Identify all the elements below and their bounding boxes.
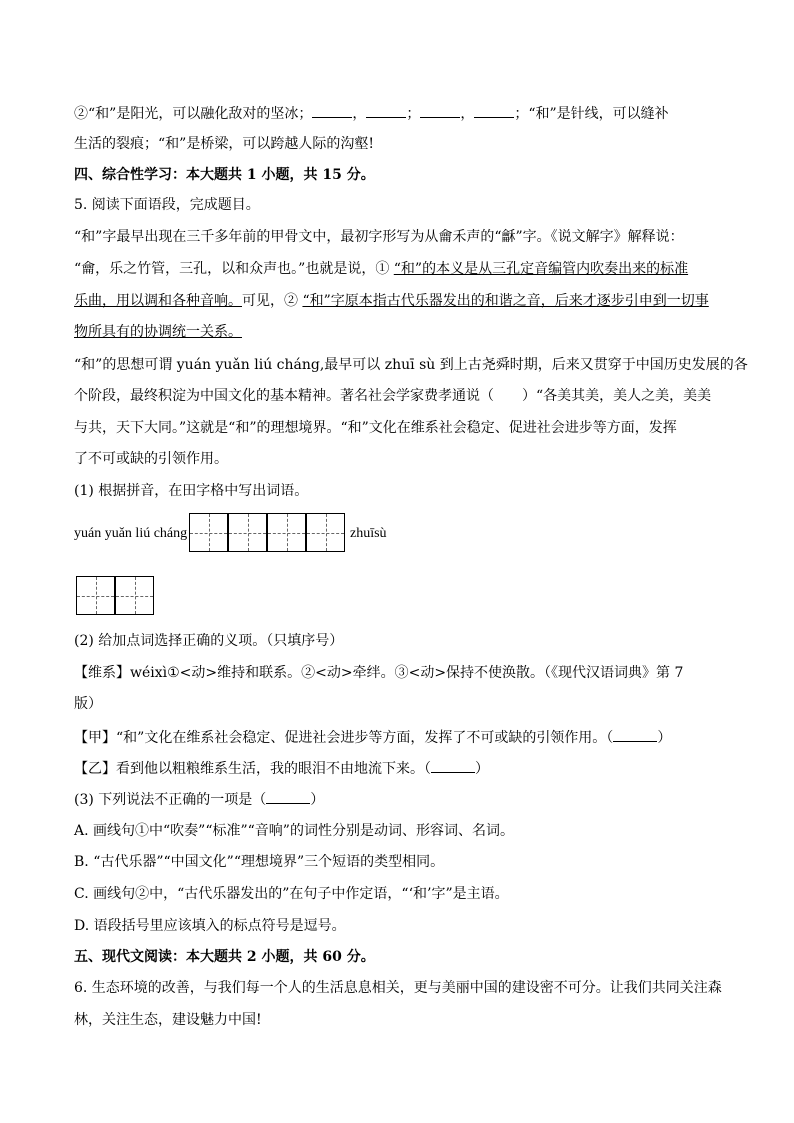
option-a[interactable]: A. 画线句①中“吹奏”“标准”“音响”的词性分别是动词、形容词、名词。 bbox=[74, 823, 514, 839]
underlined-sentence-1: 乐曲，用以调和各种音响。 bbox=[74, 293, 242, 309]
section-heading: 五、现代文阅读：本大题共 2 小题，共 60 分。 bbox=[74, 949, 375, 965]
paragraph-line bbox=[74, 291, 709, 311]
separator: ， bbox=[352, 106, 367, 122]
answer-blank[interactable] bbox=[431, 758, 475, 773]
text-run: 【甲】“和”文化在维系社会稳定、促进社会进步等方面，发挥了不可或缺的引领作用。（ bbox=[74, 730, 614, 746]
q4-line1 bbox=[74, 103, 669, 124]
option-c[interactable]: C. 画线句②中，“古代乐器发出的”在句子中作定语，“‘和’字”是主语。 bbox=[74, 886, 509, 902]
sub-question-3 bbox=[74, 789, 324, 810]
sub-question-2: (2) 给加点词选择正确的义项。（只填序号） bbox=[74, 633, 344, 649]
answer-blank[interactable] bbox=[266, 789, 310, 804]
underlined-sentence-2: 物所具有的协调统一关系。 bbox=[74, 324, 242, 340]
answer-blank[interactable] bbox=[312, 103, 352, 118]
pinyin-label: yuán yuǎn liú cháng bbox=[74, 526, 188, 541]
answer-blank[interactable] bbox=[366, 103, 406, 118]
tianzige-cell[interactable] bbox=[267, 513, 306, 552]
q4-line1-end: ；“和”是针线，可以缝补 bbox=[514, 106, 669, 122]
paragraph-line bbox=[74, 322, 242, 342]
tianzige-cell[interactable] bbox=[189, 513, 228, 552]
paragraph-line: “和”的思想可谓 yuán yuǎn liú cháng,最早可以 zhuī sù 到上古尧舜时期，后来又贯穿于中国历史发展的各 bbox=[74, 357, 748, 373]
answer-blank[interactable] bbox=[420, 103, 460, 118]
paragraph-line: 了不可或缺的引领作用。 bbox=[74, 451, 228, 467]
tianzige-cell[interactable] bbox=[228, 513, 267, 552]
paragraph-line bbox=[74, 259, 688, 279]
tianzige-cell[interactable] bbox=[306, 513, 345, 552]
section-heading: 四、综合性学习：本大题共 1 小题，共 15 分。 bbox=[74, 167, 375, 183]
dictionary-entry: 版） bbox=[74, 696, 102, 712]
question-6-line: 林，关注生态，建设魅力中国! bbox=[74, 1012, 262, 1028]
sentence-yi bbox=[74, 758, 489, 779]
tianzige-cell[interactable] bbox=[76, 576, 115, 615]
separator: ， bbox=[460, 106, 475, 122]
answer-blank[interactable] bbox=[474, 103, 514, 118]
question-intro: 5. 阅读下面语段，完成题目。 bbox=[74, 197, 260, 213]
question-6-line: 6. 生态环境的改善，与我们每一个人的生活息息相关，更与美丽中国的建设密不可分。让我们共同关注森 bbox=[74, 980, 722, 996]
text-run: 可见，② bbox=[242, 293, 303, 309]
text-run: ） bbox=[475, 761, 489, 777]
option-d[interactable]: D. 语段括号里应该填入的标点符号是逗号。 bbox=[74, 918, 346, 934]
underlined-sentence-1: “和”的本义是从三孔定音编管内吹奏出来的标准 bbox=[393, 261, 689, 277]
text-run: ） bbox=[657, 730, 672, 746]
paragraph-line: “和”字最早出现在三千多年前的甲骨文中，最初字形写为从龠禾声的“龢”字。《说文解字》解释说： bbox=[74, 229, 684, 245]
answer-blank[interactable] bbox=[613, 727, 657, 742]
q4-line1-start: ②“和”是阳光，可以融化敌对的坚冰； bbox=[74, 106, 313, 122]
sentence-jia bbox=[74, 727, 671, 748]
dictionary-entry: 【维系】wéixì①<动>维持和联系。②<动>牵绊。③<动>保持不使涣散。（《现代汉语词典》第 7 bbox=[74, 665, 684, 681]
q4-line2: 生活的裂痕；“和”是桥梁，可以跨越人际的沟壑! bbox=[74, 136, 374, 152]
separator: ； bbox=[406, 106, 421, 122]
paragraph-line: 与共，天下大同。”这就是“和”的理想境界。“和”文化在维系社会稳定、促进社会进步等方面，发挥 bbox=[74, 420, 677, 436]
sub-question-1: (1) 根据拼音，在田字格中写出词语。 bbox=[74, 483, 309, 499]
text-run: 【乙】看到他以粗粮维系生活，我的眼泪不由地流下来。（ bbox=[74, 761, 431, 777]
option-b[interactable]: B. “古代乐器”“中国文化”“理想境界”三个短语的类型相同。 bbox=[74, 854, 445, 870]
text-run: “龠，乐之竹管，三孔，以和众声也。”也就是说，① bbox=[74, 261, 394, 277]
pinyin-label: zhuīsù bbox=[350, 526, 387, 541]
tianzige-cell[interactable] bbox=[115, 576, 154, 615]
underlined-sentence-2: “和”字原本指古代乐器发出的和谐之音，后来才逐步引申到一切事 bbox=[302, 293, 709, 309]
text-run: ） bbox=[310, 792, 325, 808]
paragraph-line: 个阶段，最终积淀为中国文化的基本精神。著名社会学家费孝通说（ ）“各美其美，美人之美，美美 bbox=[74, 388, 712, 404]
text-run: (3) 下列说法不正确的一项是（ bbox=[74, 792, 267, 808]
